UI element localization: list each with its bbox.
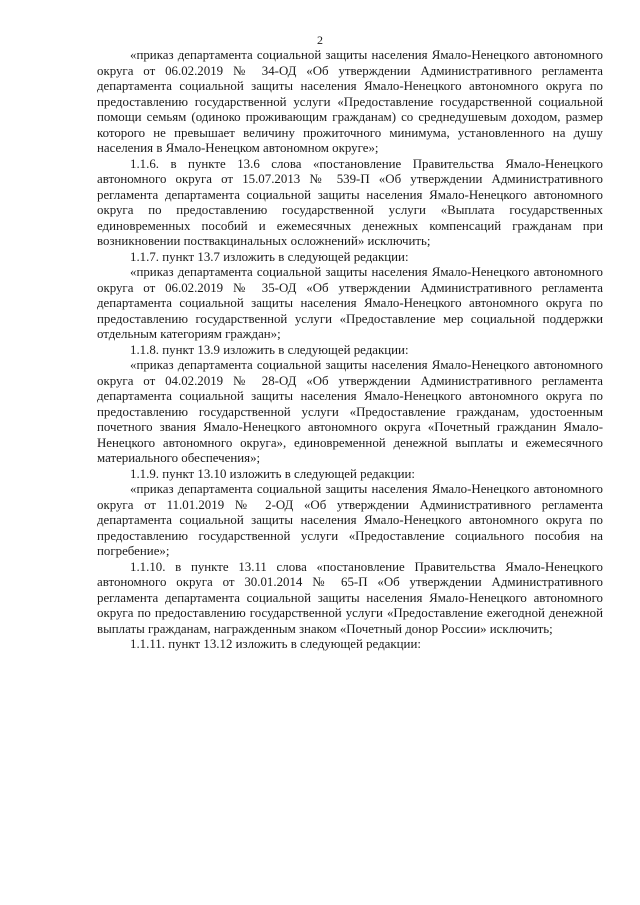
paragraph: 1.1.10. в пункте 13.11 слова «постановление Правительства Ямало-Ненецкого автономного округа от 30.01.2014 № 65-П «Об утверждении Административного регламента департамента социальной защиты населения Ямало-Ненецкого автономного округа по предоставлению государственной услуги «Предоставление ежегодной денежной выплаты гражданам, награжденным знаком «Почетный донор России» исключить; [97,559,603,636]
document-body [97,48,603,653]
paragraph: 1.1.8. пункт 13.9 изложить в следующей редакции: [130,342,409,357]
paragraph: 1.1.11. пункт 13.12 изложить в следующей редакции: [130,637,421,651]
paragraph: «приказ департамента социальной защиты населения Ямало-Ненецкого автономного округа от 06.02.2019 № 34-ОД «Об утверждении Административного регламента департамента социальной защиты населения Ямало-Ненецкого автономного округа по предоставлению государственной услуги «Предоставление государственной социальной помощи семьям (одиноко проживающим гражданам) со среднедушевым доходом, размер которого не превышает величину прожиточного минимума, установленного на душу населения в Ямало-Ненецком автономном округе»; [97,48,603,155]
paragraph: «приказ департамента социальной защиты населения Ямало-Ненецкого автономного округа от 06.02.2019 № 35-ОД «Об утверждении Административного регламента департамента социальной защиты населения Ямало-Ненецкого автономного округа по предоставлению государственной услуги «Предоставление мер социальной поддержки отдельным категориям граждан»; [97,265,603,341]
page-number: 2 [317,33,323,47]
paragraph: «приказ департамента социальной защиты населения Ямало-Ненецкого автономного округа от 04.02.2019 № 28-ОД «Об утверждении Административного регламента департамента социальной защиты населения Ямало-Ненецкого автономного округа по предоставлению государственной услуги «Предоставление гражданам, удостоенным почетного звания Ямало-Ненецкого автономного округа «Почетный гражданин Ямало-Ненецкого автономного округа», единовременной денежной выплаты и ежемесячного материального обеспечения»; [97,358,603,465]
paragraph: 1.1.9. пункт 13.10 изложить в следующей редакции: [130,466,415,481]
paragraph: 1.1.6. в пункте 13.6 слова «постановление Правительства Ямало-Ненецкого автономного округа от 15.07.2013 № 539-П «Об утверждении Административного регламента департамента социальной защиты населения Ямало-Ненецкого автономного округа по предоставлению государственной услуги «Выплата государственных единовременных пособий и ежемесячных денежных компенсаций гражданам при возникновении поствакцинальных осложнений» исключить; [97,156,603,248]
paragraph: 1.1.7. пункт 13.7 изложить в следующей редакции: [130,249,409,264]
paragraph: «приказ департамента социальной защиты населения Ямало-Ненецкого автономного округа от 11.01.2019 № 2-ОД «Об утверждении Административного регламента департамента социальной защиты населения Ямало-Ненецкого автономного округа по предоставлению государственной услуги «Предоставление социального пособия на погребение»; [97,482,603,558]
